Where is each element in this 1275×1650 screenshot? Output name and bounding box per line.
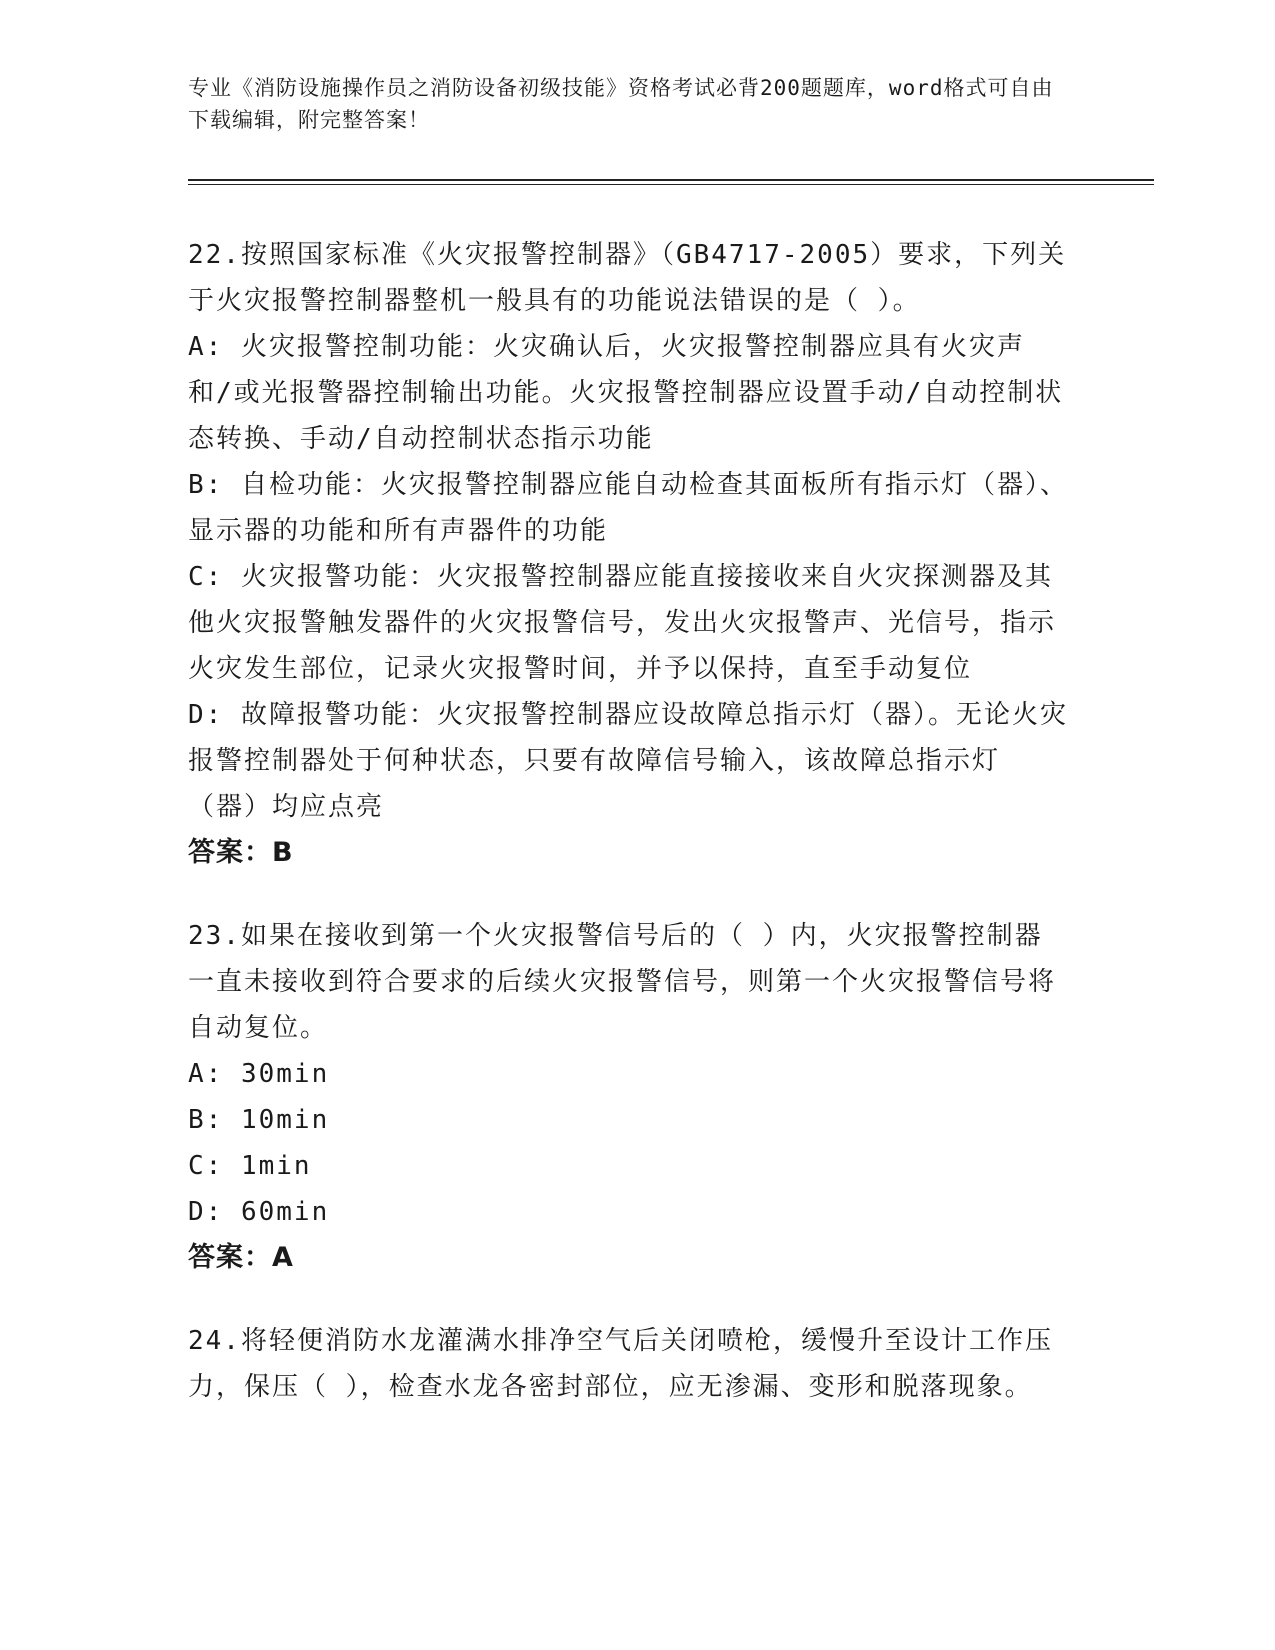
option-b: B: 10min [188, 1105, 330, 1135]
header-divider-thick [188, 179, 1154, 181]
option-d: D: 故障报警功能：火灾报警控制器应设故障总指示灯（器）。无论火灾报警控制器处于何种状态，只要有故障信号输入，该故障总指示灯（器）均应点亮 [188, 700, 1068, 822]
question-24 [188, 1318, 1068, 1410]
page-header [188, 72, 1068, 136]
option-b: B: 自检功能：火灾报警控制器应能自动检查其面板所有指示灯（器）、显示器的功能和所有声器件的功能 [188, 470, 1068, 546]
answer: 答案：B [188, 837, 294, 868]
document-header: 专业《消防设施操作员之消防设备初级技能》资格考试必背200题题库，word格式可自由下载编辑，附完整答案！ [188, 76, 1054, 132]
option-c: C: 1min [188, 1151, 312, 1181]
option-a: A: 火灾报警控制功能：火灾确认后，火灾报警控制器应具有火灾声和/或光报警器控制输出功能。火灾报警控制器应设置手动/自动控制状态转换、手动/自动控制状态指示功能 [188, 332, 1064, 454]
question-22 [188, 232, 1068, 876]
question-text: 23.如果在接收到第一个火灾报警信号后的（ ）内，火灾报警控制器一直未接收到符合要求的后续火灾报警信号，则第一个火灾报警信号将自动复位。 [188, 921, 1057, 1043]
question-text: 24.将轻便消防水龙灌满水排净空气后关闭喷枪，缓慢升至设计工作压力，保压（ ），检查水龙各密封部位，应无渗漏、变形和脱落现象。 [188, 1326, 1053, 1402]
question-text: 22.按照国家标准《火灾报警控制器》（GB4717-2005）要求，下列关于火灾报警控制器整机一般具有的功能说法错误的是（ ）。 [188, 240, 1067, 316]
option-a: A: 30min [188, 1059, 330, 1089]
answer: 答案：A [188, 1242, 294, 1273]
header-divider-thin [188, 184, 1154, 185]
option-c: C: 火灾报警功能：火灾报警控制器应能直接接收来自火灾探测器及其他火灾报警触发器件的火灾报警信号，发出火灾报警声、光信号，指示火灾发生部位，记录火灾报警时间，并予以保持，直至手动复位 [188, 562, 1057, 684]
question-23 [188, 913, 1068, 1281]
option-d: D: 60min [188, 1197, 330, 1227]
question-list [188, 232, 1068, 1447]
